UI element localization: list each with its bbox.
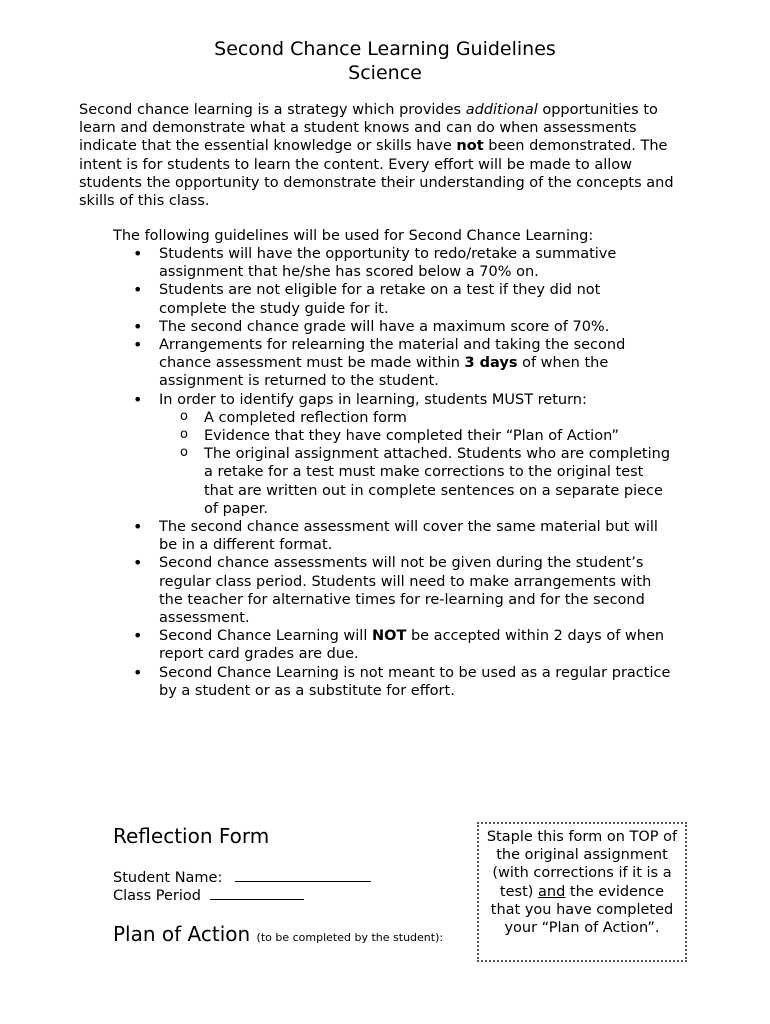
guideline-item: • The second chance assessment will cover the same material but will be in a different format. (131, 518, 671, 554)
title-line-2: Science (348, 62, 422, 84)
student-name-line[interactable] (235, 868, 371, 882)
document-title (0, 37, 770, 85)
guideline-text: In order to identify gaps in learning, students MUST return: (159, 391, 587, 408)
plan-of-action-title: Plan of Action (113, 922, 251, 946)
staple-underline: and (538, 883, 566, 900)
guideline-item (131, 391, 671, 518)
guideline-bold: 3 days (464, 355, 518, 372)
return-requirements-list (159, 409, 671, 518)
intro-text-2: opportunities to learn and demonstrate what a student knows and can do when assessments indicate that the essential knowledge or skills have (79, 102, 658, 155)
plan-of-action (113, 921, 443, 951)
class-period-field (113, 886, 304, 905)
class-period-label: Class Period (113, 888, 201, 904)
guideline-item: • Students are not eligible for a retake on a test if they did not complete the study guide for it. (131, 281, 671, 317)
guideline-text: Second Chance Learning will (159, 628, 372, 645)
intro-italic: additional (465, 102, 538, 118)
guidelines-lead: The following guidelines will be used for Second Chance Learning: (113, 228, 594, 244)
guideline-item: • Second Chance Learning is not meant to be used as a regular practice by a student or as a substitute for effort. (131, 664, 671, 700)
sub-item: o The original assignment attached. Students who are completing a retake for a test must make corrections to the original test that are written out in complete sentences on a separate piece of paper. (176, 445, 671, 518)
sub-item: o A completed reflection form (176, 409, 671, 427)
guideline-text: Arrangements for relearning the material and taking the second chance assessment must be made within (159, 337, 626, 372)
guideline-item: • Students will have the opportunity to redo/retake a summative assignment that he/she has scored below a 70% on. (131, 245, 671, 281)
plan-of-action-note: (to be completed by the student): (256, 931, 444, 944)
sub-item: o Evidence that they have completed their “Plan of Action” (176, 427, 671, 445)
staple-text-1: Staple this form on TOP of the original assignment (with corrections if it is a test) (486, 829, 678, 900)
student-name-field (113, 868, 371, 887)
intro-bold: not (456, 138, 484, 155)
student-name-label: Student Name: (113, 870, 223, 886)
reflection-form-title: Reflection Form (113, 824, 270, 848)
staple-instructions-box (477, 822, 687, 962)
intro-paragraph (79, 101, 679, 210)
guideline-text: be accepted within 2 days of when report card grades are due. (159, 628, 665, 663)
staple-text-2: the evidence that you have completed your “Plan of Action”. (490, 883, 674, 937)
intro-text-1: Second chance learning is a strategy which provides (79, 102, 466, 118)
guideline-item: • Second chance assessments will not be given during the student’s regular class period. Students will need to make arrangements with the teacher for alternative times for re-learning and for the second assessment. (131, 554, 671, 627)
class-period-line[interactable] (210, 886, 304, 900)
title-line-1: Second Chance Learning Guidelines (214, 38, 556, 60)
guideline-item: • The second chance grade will have a maximum score of 70%. (131, 318, 671, 336)
guideline-text: of when the assignment is returned to the student. (159, 355, 609, 390)
intro-text-3: been demonstrated. The intent is for students to learn the content. Every effort will be made to allow students the opportunity to demonstrate their understanding of the concepts and skills of this class. (79, 138, 674, 210)
guideline-bold: NOT (371, 628, 407, 645)
guidelines-list (131, 245, 671, 700)
guideline-item (131, 336, 671, 391)
guideline-item (131, 627, 671, 663)
